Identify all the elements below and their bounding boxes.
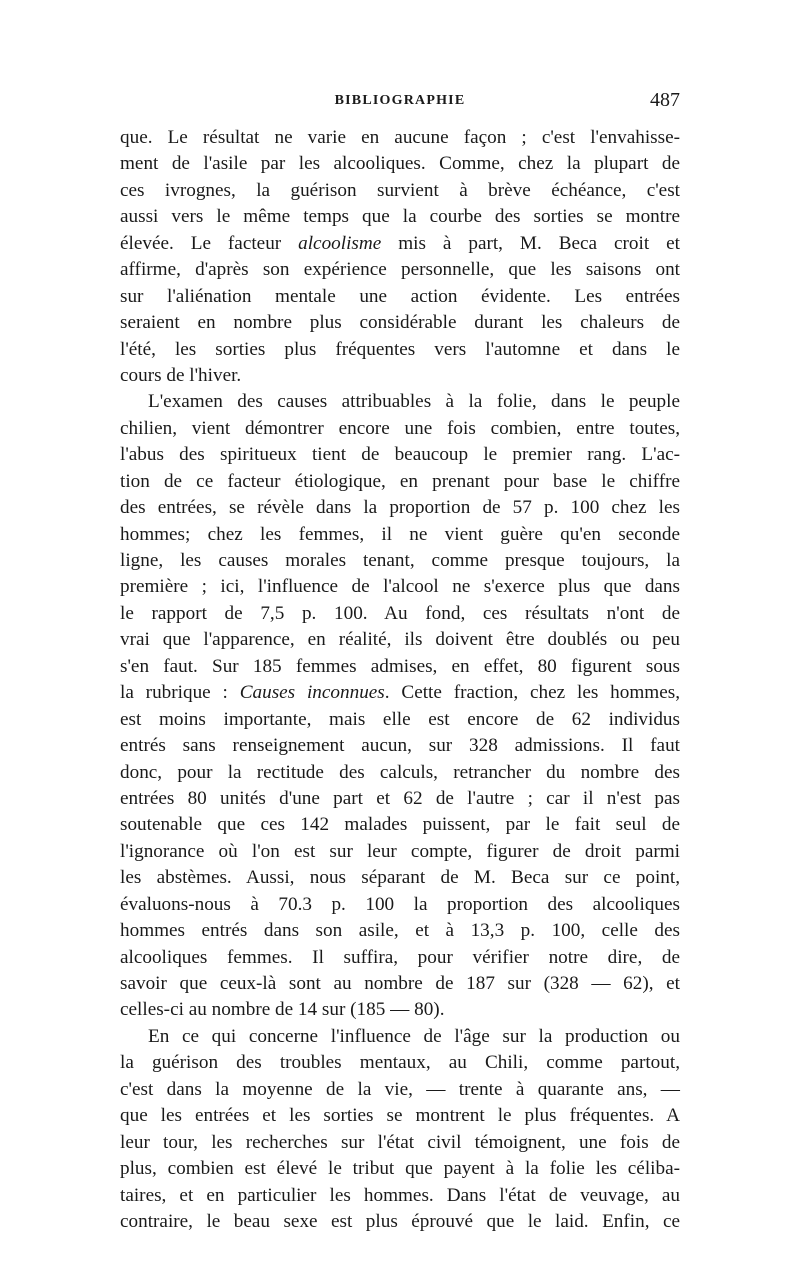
text-line: élevée. Le facteur alcoolisme mis à part, M. Beca croit et [120, 232, 680, 254]
text-line: les abstèmes. Aussi, nous séparant de M. Beca sur ce point, [120, 867, 680, 889]
text-line: sur l'aliénation mentale une action évidente. Les entrées [120, 285, 680, 307]
text-line: que. Le résultat ne varie en aucune façon ; c'est l'envahisse- [120, 127, 680, 148]
text-line: vrai que l'apparence, en réalité, ils doivent être doublés ou peu [120, 629, 680, 651]
text-line: contraire, le beau sexe est plus éprouvé que le laid. Enfin, ce [120, 1210, 680, 1232]
text-line: affirme, d'après son expérience personnelle, que les saisons ont [120, 259, 680, 281]
text-line: plus, combien est élevé le tribut que payent à la folie les céliba- [120, 1158, 680, 1180]
text-line: la rubrique : Causes inconnues. Cette fraction, chez les hommes, [120, 682, 680, 704]
running-head [120, 89, 680, 119]
text-line: leur tour, les recherches sur l'état civil témoignent, une fois de [120, 1131, 680, 1153]
text-line: hommes entrés dans son asile, et à 13,3 p. 100, celle des [120, 920, 680, 942]
text-line: est moins importante, mais elle est encore de 62 individus [120, 708, 680, 730]
text-line: alcooliques femmes. Il suffira, pour vérifier notre dire, de [120, 946, 680, 968]
text-line: l'abus des spiritueux tient de beaucoup le premier rang. L'ac- [120, 444, 680, 466]
text-line: évaluons-nous à 70.3 p. 100 la proportion des alcooliques [120, 893, 680, 915]
page-number: 487 [650, 89, 680, 111]
emphasized-term: Causes inconnues [239, 682, 385, 704]
body-text [120, 125, 680, 1235]
text-line: l'ignorance où l'on est sur leur compte, figurer de droit parmi [120, 840, 680, 862]
text-line: hommes; chez les femmes, il ne vient guère qu'en seconde [120, 523, 680, 545]
text-line: chilien, vient démontrer encore une fois combien, entre toutes, [120, 417, 680, 439]
text-line: celles-ci au nombre de 14 sur (185 — 80). [120, 999, 445, 1021]
text-line: ces ivrognes, la guérison survient à brève échéance, c'est [120, 179, 680, 201]
text-line: L'examen des causes attribuables à la folie, dans le peuple [148, 391, 680, 413]
text-line: soutenable que ces 142 malades puissent, par le fait seul de [120, 814, 680, 836]
text-line: aussi vers le même temps que la courbe des sorties se montre [120, 206, 680, 228]
text-line: seraient en nombre plus considérable durant les chaleurs de [120, 312, 680, 334]
text-line: ment de l'asile par les alcooliques. Comme, chez la plupart de [120, 153, 680, 175]
text-line: savoir que ceux-là sont au nombre de 187 sur (328 — 62), et [120, 973, 680, 994]
text-line: que les entrées et les sorties se montrent le plus fréquentes. A [120, 1105, 680, 1127]
text-line: la guérison des troubles mentaux, au Chili, comme partout, [120, 1052, 680, 1074]
emphasized-term: alcoolisme [298, 232, 382, 254]
text-line: tion de ce facteur étiologique, en prenant pour base le chiffre [120, 470, 680, 492]
text-line: c'est dans la moyenne de la vie, — trente à quarante ans, — [120, 1078, 680, 1100]
text-line: cours de l'hiver. [120, 364, 242, 386]
text-line: entrés sans renseignement aucun, sur 328 admissions. Il faut [120, 735, 680, 757]
text-line: donc, pour la rectitude des calculs, retrancher du nombre des [120, 761, 680, 783]
text-line: première ; ici, l'influence de l'alcool ne s'exerce plus que dans [120, 576, 680, 598]
text-line: En ce qui concerne l'influence de l'âge sur la production ou [148, 1025, 680, 1047]
text-line: entrées 80 unités d'une part et 62 de l'autre ; car il n'est pas [120, 787, 680, 809]
text-line: des entrées, se révèle dans la proportion de 57 p. 100 chez les [120, 497, 680, 519]
running-title: BIBLIOGRAPHIE [334, 93, 466, 108]
text-line: s'en faut. Sur 185 femmes admises, en effet, 80 figurent sous [120, 655, 680, 677]
text-line: l'été, les sorties plus fréquentes vers l'automne et dans le [120, 338, 680, 360]
text-line: ligne, les causes morales tenant, comme presque toujours, la [120, 550, 680, 571]
text-line: le rapport de 7,5 p. 100. Au fond, ces résultats n'ont de [120, 602, 680, 624]
text-line: taires, et en particulier les hommes. Dans l'état de veuvage, au [120, 1184, 680, 1206]
